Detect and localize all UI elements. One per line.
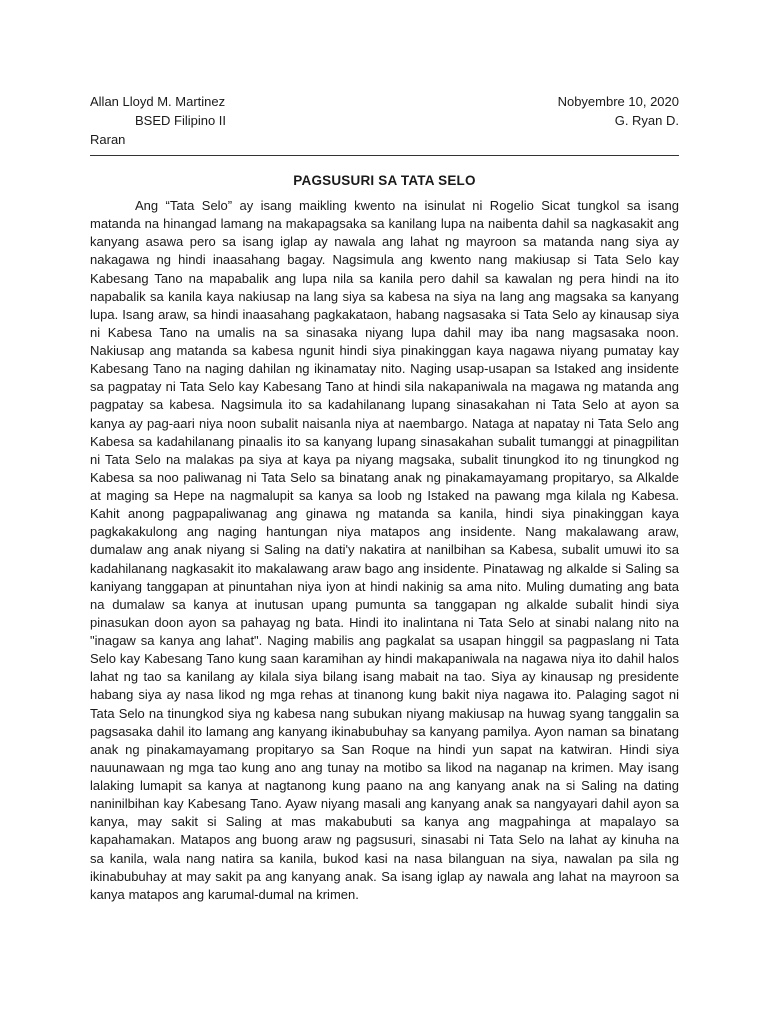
document-page — [90, 92, 679, 904]
header-row-2 — [90, 111, 679, 130]
document-date: Nobyembre 10, 2020 — [557, 94, 679, 109]
instructor-name: G. Ryan D. — [614, 113, 679, 128]
essay-paragraph: Ang “Tata Selo” ay isang maikling kwento na isinulat ni Rogelio Sicat tungkol sa isang matanda na hinangad lamang na makapagsaka sa kanilang lupa na naibenta dahil sa nagkasakit ang kanyang asawa pero sa isang iglap ay nawala ang lahat ng mayroon sa matanda nang siya ay nakagawa ng hindi inaasahang bagay. Nagsimula ang kwento nang makiusap si Tata Selo kay Kabesang Tano na mapabalik ang lupa nila sa kanila pero dahil sa kawalan ng pera hindi na ito napabalik sa kanila kaya nakiusap na lang siya sa kabesa na siya na lang ang magsaka sa kanyang lupa. Isang araw, sa hindi inaasahang pagkakataon, habang nagsasaka si Tata Selo ay kinausap siya ni Kabesa Tano na umalis na sa sinasaka niyang lupa dahil may iba nang magsasaka noon. Nakiusap ang matanda sa kabesa ngunit hindi siya pinakinggan kaya nagawa niyang pumatay kay Kabesang Tano na naging dahilan ng ikinamatay nito. Naging usap-usapan sa Istaked ang insidente sa pagpatay ni Tata Selo kay Kabesang Tano at hindi sila nakapaniwala na magawa ng matanda ang pagpatay sa kabesa. Nagsimula ito sa kadahilanang lupang sinasakahan ni Tata Selo at ayon sa kanya ay pag-aari niya noon subalit naisanla niya at naembargo. Nataga at napatay ni Tata Selo ang Kabesa sa kadahilanang pinaalis ito sa kanyang lupang sinasakahan subalit tumanggi at pinagpilitan ni Tata Selo na malakas pa siya at kaya pa niyang magsaka, subalit tinungkod ito ng tinungkod ng Kabesa sa noo paliwanag ni Tata Selo sa binatang anak ng pinakamayamang propitaryo, sa Alkalde at maging sa Hepe na nagmalupit sa kanya sa loob ng Istaked na pawang mga kilala ng Kabesa. Kahit anong pagpapaliwanag ang ginawa ng matanda sa kanila, hindi siya pinakinggan kaya pagkakakulong ang naging hantungan niya matapos ang insidente. Nang makalawang araw, dumalaw ang anak niyang si Saling na dati'y nakatira at nanilbihan sa Kabesa, subalit umuwi ito sa kadahilanang nagkasakit ito makalawang araw bago ang insidente. Pinatawag ng alkalde si Saling sa kaniyang tanggapan at pinuntahan niya iyon at hindi nakinig sa ama nito. Muling dumating ang bata na dumalaw sa kanya at inutusan upang pumunta sa tanggapan ng alkalde subalit hindi siya pinasukan doon ayon sa pahayag ng bata. Hindi ito inalintana ni Tata Selo at sinabi nalang nito na "inagaw sa kanya ang lahat". Naging mabilis ang pagkalat sa usapan hinggil sa pagpaslang ni Tata Selo kay Kabesang Tano kung saan karamihan ay hindi makapaniwala na nagawa niya ito dahil halos lahat ng tao sa kanilang ay kilala siya bilang isang mabait na tao. Siya ay kinausap ng presidente habang siya ay nasa likod ng mga rehas at tinanong kung bakit niya nagawa ito. Palaging sagot ni Tata Selo na tinungkod siya ng kabesa nang subukan niyang makiusap na huwag syang tanggalin sa pagsasaka dahil ito lamang ang kanyang ikinabubuhay sa kanyang pamilya. Ayon naman sa binatang anak ng pinakamayamang propitaryo sa San Roque na hindi yun sapat na katwiran. Hindi siya nauunawaan ng mga tao kung ano ang tunay na motibo sa likod na naganap na krimen. May isang lalaking lumapit sa kanya at nagtanong kung paano na ang kanyang anak na si Saling na dating naninilbihan kay Kabesang Tano. Ayaw niyang masali ang kanyang anak sa nangyayari dahil ayon sa kanya, may sakit si Saling at mas makabubuti sa kanya ang magpahinga at mapalayo sa kapahamakan. Matapos ang buong araw ng pagsusuri, sinasabi ni Tata Selo na lahat ay kinuha na sa kanila, wala nang natira sa kanila, bukod kasi na nasa bilanguan na siya, nawalan pa sila ng ikinabubuhay at may sakit pa ang kanyang anak. Sa isang iglap ay nawala ang lahat na mayroon sa kanya matapos ang karumal-dumal na krimen. — [90, 198, 679, 902]
header-row-3 — [90, 130, 679, 149]
document-title: PAGSUSURI SA TATA SELO — [293, 173, 476, 188]
author-name: Allan Lloyd M. Martinez — [90, 94, 226, 109]
header-row-1 — [90, 92, 679, 111]
course-name: BSED Filipino II — [135, 113, 227, 128]
header-divider — [90, 155, 679, 156]
instructor-surname: Raran — [90, 132, 126, 147]
